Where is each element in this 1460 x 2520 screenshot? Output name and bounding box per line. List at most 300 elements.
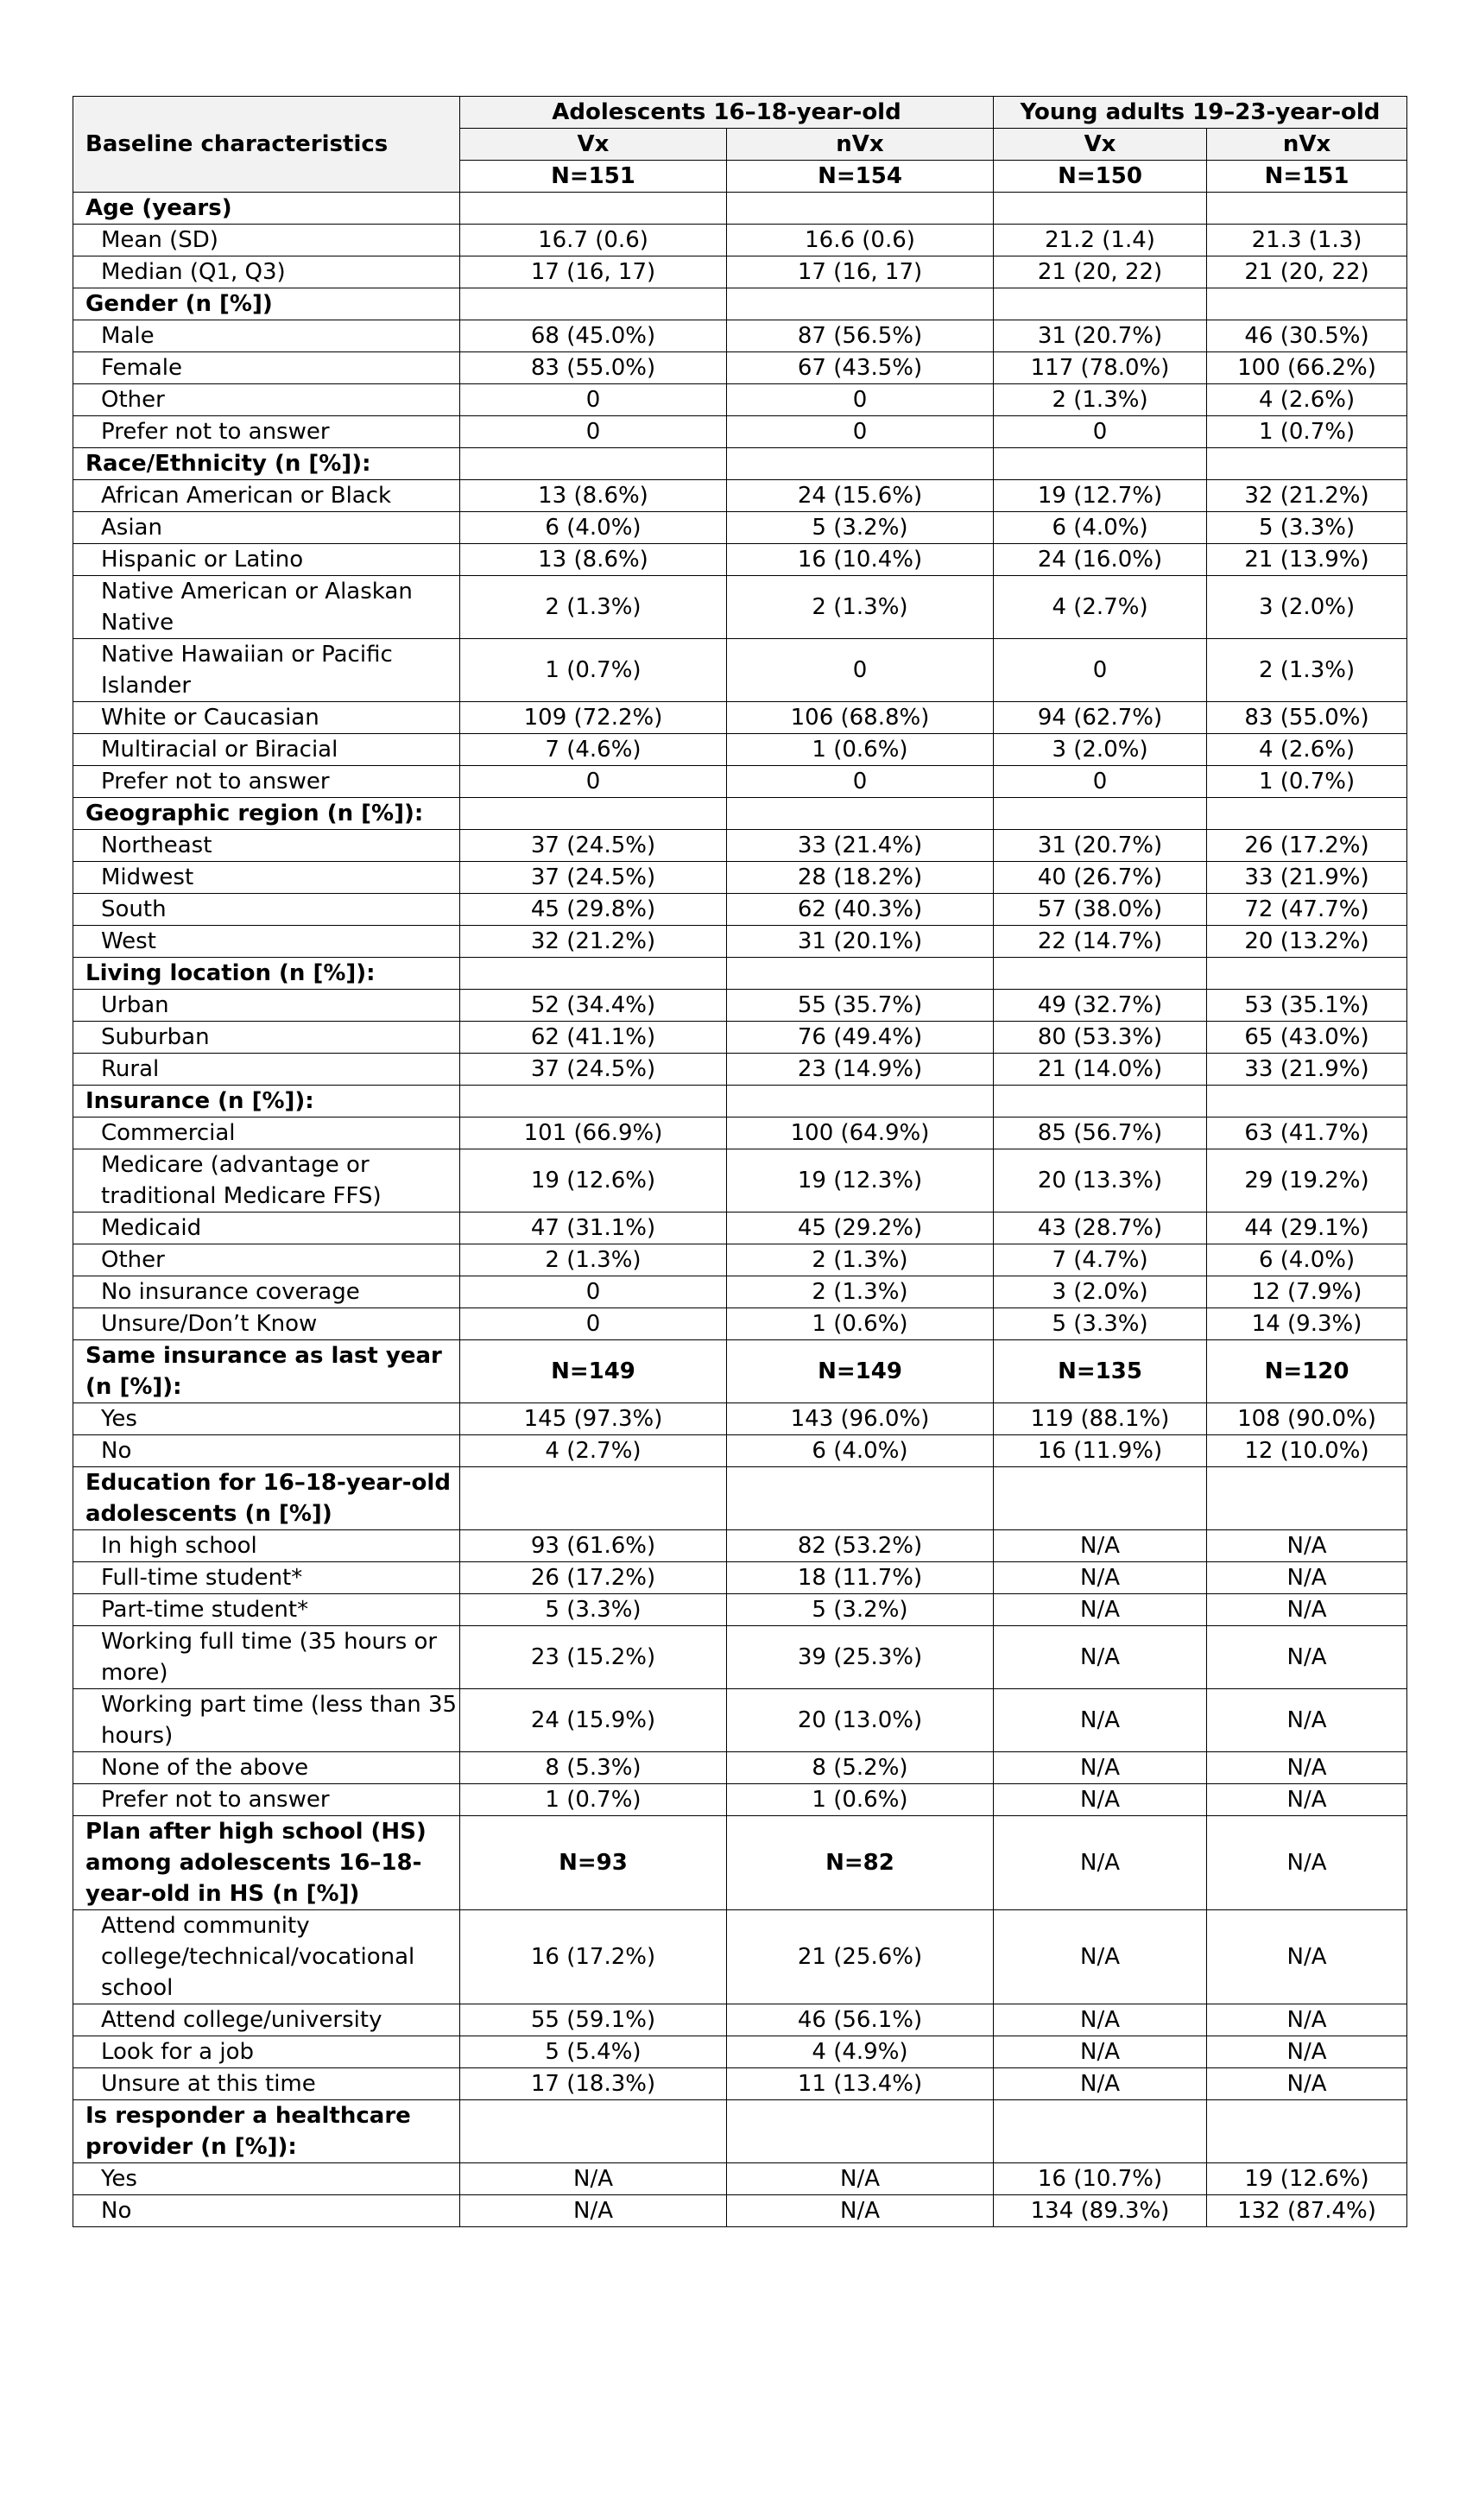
table-row [73, 1213, 1407, 1244]
table-cell: 5 (3.3%) [994, 1308, 1207, 1340]
table-cell: 19 (12.7%) [994, 480, 1207, 512]
table-cell: 11 (13.4%) [727, 2068, 994, 2100]
row-label: Attend community college/technical/vocational school [73, 1910, 460, 2004]
table-cell: 53 (35.1%) [1207, 990, 1407, 1022]
table-cell: 28 (18.2%) [727, 862, 994, 894]
row-label: South [73, 894, 460, 926]
table-cell [1207, 1467, 1407, 1530]
table-row [73, 544, 1407, 576]
section-row [73, 2100, 1407, 2163]
table-cell [727, 193, 994, 225]
row-label: Midwest [73, 862, 460, 894]
table-cell [1207, 193, 1407, 225]
row-label: Prefer not to answer [73, 1784, 460, 1816]
table-cell: 46 (56.1%) [727, 2004, 994, 2036]
section-label: Living location (n [%]): [73, 958, 460, 990]
table-cell: 5 (3.2%) [727, 1594, 994, 1626]
table-row [73, 2004, 1407, 2036]
table-cell: 94 (62.7%) [994, 702, 1207, 734]
table-cell: N/A [994, 1689, 1207, 1752]
table-row [73, 1149, 1407, 1213]
table-cell: 2 (1.3%) [727, 576, 994, 639]
table-cell: N/A [994, 1784, 1207, 1816]
table-cell: 80 (53.3%) [994, 1022, 1207, 1054]
table-cell: 44 (29.1%) [1207, 1213, 1407, 1244]
table-row [73, 1244, 1407, 1276]
row-label: Other [73, 384, 460, 416]
table-row [73, 2036, 1407, 2068]
table-cell: N/A [727, 2163, 994, 2195]
table-cell: N/A [994, 1562, 1207, 1594]
row-label: Working full time (35 hours or more) [73, 1626, 460, 1689]
table-row [73, 384, 1407, 416]
table-cell: 19 (12.6%) [460, 1149, 727, 1213]
section-label: Race/Ethnicity (n [%]): [73, 448, 460, 480]
row-label: Rural [73, 1054, 460, 1086]
row-label: Multiracial or Biracial [73, 734, 460, 766]
table-cell: N/A [460, 2163, 727, 2195]
table-cell: 12 (7.9%) [1207, 1276, 1407, 1308]
table-cell: 21 (13.9%) [1207, 544, 1407, 576]
table-cell: 85 (56.7%) [994, 1118, 1207, 1149]
table-cell: N/A [1207, 2004, 1407, 2036]
table-cell: 21 (20, 22) [994, 256, 1207, 288]
table-cell: 2 (1.3%) [727, 1276, 994, 1308]
table-cell: 21.2 (1.4) [994, 225, 1207, 256]
table-cell: 1 (0.6%) [727, 1784, 994, 1816]
table-row [73, 766, 1407, 798]
section-row [73, 1467, 1407, 1530]
table-cell: 24 (16.0%) [994, 544, 1207, 576]
row-label: Median (Q1, Q3) [73, 256, 460, 288]
table-cell [994, 2100, 1207, 2163]
table-row [73, 2068, 1407, 2100]
table-cell: 55 (35.7%) [727, 990, 994, 1022]
table-row [73, 990, 1407, 1022]
table-cell [994, 1467, 1207, 1530]
table-cell: 4 (2.6%) [1207, 734, 1407, 766]
table-cell: N/A [994, 1752, 1207, 1784]
row-label: Other [73, 1244, 460, 1276]
table-row [73, 1562, 1407, 1594]
table-row [73, 734, 1407, 766]
table-cell: N/A [994, 1816, 1207, 1910]
table-cell: 20 (13.3%) [994, 1149, 1207, 1213]
table-row [73, 225, 1407, 256]
table-cell [460, 288, 727, 320]
table-cell: 0 [460, 766, 727, 798]
table-cell [727, 958, 994, 990]
table-cell [994, 448, 1207, 480]
table-cell: N/A [994, 2004, 1207, 2036]
table-cell: 45 (29.2%) [727, 1213, 994, 1244]
table-cell: 106 (68.8%) [727, 702, 994, 734]
arm-header: nVx [1207, 129, 1407, 161]
table-cell: 8 (5.2%) [727, 1752, 994, 1784]
table-cell: 0 [460, 1308, 727, 1340]
table-row [73, 576, 1407, 639]
table-cell [460, 1086, 727, 1118]
table-cell: 1 (0.7%) [1207, 766, 1407, 798]
row-label: None of the above [73, 1752, 460, 1784]
section-label: Age (years) [73, 193, 460, 225]
table-cell: 4 (2.6%) [1207, 384, 1407, 416]
table-cell: 21 (14.0%) [994, 1054, 1207, 1086]
table-cell: 55 (59.1%) [460, 2004, 727, 2036]
table-cell: 0 [727, 639, 994, 702]
table-cell: 87 (56.5%) [727, 320, 994, 352]
table-cell: 20 (13.2%) [1207, 926, 1407, 958]
table-cell: 6 (4.0%) [727, 1435, 994, 1467]
table-row [73, 1118, 1407, 1149]
table-cell: 19 (12.6%) [1207, 2163, 1407, 2195]
arm-n-header: N=150 [994, 161, 1207, 193]
table-cell: 17 (16, 17) [460, 256, 727, 288]
table-cell [994, 288, 1207, 320]
table-row [73, 320, 1407, 352]
table-cell: 17 (18.3%) [460, 2068, 727, 2100]
arm-n-header: N=154 [727, 161, 994, 193]
row-label: In high school [73, 1530, 460, 1562]
table-cell: 31 (20.7%) [994, 320, 1207, 352]
table-cell: 33 (21.4%) [727, 830, 994, 862]
table-cell: 29 (19.2%) [1207, 1149, 1407, 1213]
table-cell: 46 (30.5%) [1207, 320, 1407, 352]
table-cell: 13 (8.6%) [460, 480, 727, 512]
table-cell [460, 448, 727, 480]
table-cell [727, 288, 994, 320]
table-cell: 37 (24.5%) [460, 830, 727, 862]
table-row [73, 1054, 1407, 1086]
baseline-characteristics-table [73, 96, 1407, 2227]
table-cell: 143 (96.0%) [727, 1403, 994, 1435]
table-row [73, 926, 1407, 958]
table-cell: 16.7 (0.6) [460, 225, 727, 256]
table-cell: 68 (45.0%) [460, 320, 727, 352]
row-label: Male [73, 320, 460, 352]
table-cell: N/A [994, 2036, 1207, 2068]
table-cell [994, 958, 1207, 990]
table-row [73, 1594, 1407, 1626]
table-cell [994, 193, 1207, 225]
table-cell: 13 (8.6%) [460, 544, 727, 576]
table-cell: N/A [994, 1594, 1207, 1626]
row-label: West [73, 926, 460, 958]
table-cell: N/A [1207, 1752, 1407, 1784]
table-cell [727, 1086, 994, 1118]
table-cell: 119 (88.1%) [994, 1403, 1207, 1435]
group-header-adolescents: Adolescents 16–18-year-old [460, 97, 994, 129]
section-row [73, 958, 1407, 990]
table-cell: 1 (0.7%) [1207, 416, 1407, 448]
table-cell: 22 (14.7%) [994, 926, 1207, 958]
table-cell: N=149 [727, 1340, 994, 1403]
section-row [73, 288, 1407, 320]
table-cell: 0 [460, 384, 727, 416]
table-cell: N/A [994, 2068, 1207, 2100]
table-cell: 109 (72.2%) [460, 702, 727, 734]
row-label: African American or Black [73, 480, 460, 512]
table-cell: N/A [994, 1910, 1207, 2004]
table-cell: 83 (55.0%) [460, 352, 727, 384]
row-label: Attend college/university [73, 2004, 460, 2036]
table-row [73, 1308, 1407, 1340]
table-cell [460, 193, 727, 225]
table-cell: 2 (1.3%) [460, 1244, 727, 1276]
table-cell: 32 (21.2%) [460, 926, 727, 958]
table-cell: N=149 [460, 1340, 727, 1403]
table-cell: 1 (0.7%) [460, 639, 727, 702]
table-cell: 7 (4.6%) [460, 734, 727, 766]
table-cell: 0 [727, 416, 994, 448]
section-label: Is responder a healthcare provider (n [%]): [73, 2100, 460, 2163]
table-cell: 0 [994, 416, 1207, 448]
section-label: Education for 16–18-year-old adolescents (n [%]) [73, 1467, 460, 1530]
table-row [73, 702, 1407, 734]
section-row [73, 1086, 1407, 1118]
table-cell: 4 (4.9%) [727, 2036, 994, 2068]
table-row [73, 1626, 1407, 1689]
table-cell: 6 (4.0%) [1207, 1244, 1407, 1276]
table-cell: 101 (66.9%) [460, 1118, 727, 1149]
table-cell: 16 (10.4%) [727, 544, 994, 576]
table-cell: 63 (41.7%) [1207, 1118, 1407, 1149]
table-cell [1207, 448, 1407, 480]
table-cell: 2 (1.3%) [460, 576, 727, 639]
table-row [73, 830, 1407, 862]
table-cell: N=135 [994, 1340, 1207, 1403]
section-label: Same insurance as last year (n [%]): [73, 1340, 460, 1403]
table-cell: 31 (20.1%) [727, 926, 994, 958]
table-cell: 6 (4.0%) [994, 512, 1207, 544]
row-label: White or Caucasian [73, 702, 460, 734]
table-cell: N=82 [727, 1816, 994, 1910]
table-cell: 3 (2.0%) [1207, 576, 1407, 639]
table-cell: 67 (43.5%) [727, 352, 994, 384]
table-row [73, 639, 1407, 702]
table-cell: 0 [994, 639, 1207, 702]
row-label: Northeast [73, 830, 460, 862]
table-cell: 47 (31.1%) [460, 1213, 727, 1244]
row-label: Suburban [73, 1022, 460, 1054]
table-cell: N=120 [1207, 1340, 1407, 1403]
table-cell: 21 (25.6%) [727, 1910, 994, 2004]
table-cell: 0 [727, 766, 994, 798]
table-cell: 1 (0.6%) [727, 734, 994, 766]
table-cell [460, 798, 727, 830]
table-cell [1207, 1086, 1407, 1118]
table-cell: N/A [1207, 1689, 1407, 1752]
table-cell: 5 (3.2%) [727, 512, 994, 544]
table-row [73, 1435, 1407, 1467]
row-label: Hispanic or Latino [73, 544, 460, 576]
table-row [73, 512, 1407, 544]
section-row [73, 798, 1407, 830]
table-cell: 108 (90.0%) [1207, 1403, 1407, 1435]
row-label: Yes [73, 1403, 460, 1435]
table-row [73, 256, 1407, 288]
table-cell: 93 (61.6%) [460, 1530, 727, 1562]
arm-n-header: N=151 [1207, 161, 1407, 193]
table-cell: 5 (3.3%) [1207, 512, 1407, 544]
table-cell: 4 (2.7%) [994, 576, 1207, 639]
table-cell: 16 (17.2%) [460, 1910, 727, 2004]
table-cell: N/A [1207, 1562, 1407, 1594]
section-row [73, 448, 1407, 480]
table-cell: 100 (66.2%) [1207, 352, 1407, 384]
table-cell: 62 (41.1%) [460, 1022, 727, 1054]
group-header-young-adults: Young adults 19–23-year-old [994, 97, 1407, 129]
section-label: Plan after high school (HS) among adolescents 16–18-year-old in HS (n [%]) [73, 1816, 460, 1910]
table-row [73, 1403, 1407, 1435]
row-label: Female [73, 352, 460, 384]
table-cell: 65 (43.0%) [1207, 1022, 1407, 1054]
table-cell: N/A [1207, 2036, 1407, 2068]
table-cell: 2 (1.3%) [1207, 639, 1407, 702]
table-cell: 18 (11.7%) [727, 1562, 994, 1594]
table-cell [727, 798, 994, 830]
table-cell: N/A [460, 2195, 727, 2227]
table-cell: 3 (2.0%) [994, 1276, 1207, 1308]
section-row [73, 1340, 1407, 1403]
table-row [73, 2195, 1407, 2227]
table-row [73, 416, 1407, 448]
table-cell: 20 (13.0%) [727, 1689, 994, 1752]
table-cell: 37 (24.5%) [460, 862, 727, 894]
table-cell [1207, 958, 1407, 990]
table-cell: 37 (24.5%) [460, 1054, 727, 1086]
arm-header: Vx [994, 129, 1207, 161]
table-cell: 33 (21.9%) [1207, 1054, 1407, 1086]
table-cell: 26 (17.2%) [1207, 830, 1407, 862]
table-cell [1207, 2100, 1407, 2163]
table-row [73, 1022, 1407, 1054]
table-row [73, 1530, 1407, 1562]
row-label: Look for a job [73, 2036, 460, 2068]
table-cell: N/A [1207, 1530, 1407, 1562]
table-cell: N/A [1207, 1910, 1407, 2004]
table-cell: 0 [727, 384, 994, 416]
table-row [73, 352, 1407, 384]
table-row [73, 1276, 1407, 1308]
table-cell: 1 (0.7%) [460, 1784, 727, 1816]
table-cell: 39 (25.3%) [727, 1626, 994, 1689]
table-cell: 62 (40.3%) [727, 894, 994, 926]
table-cell: N/A [1207, 1626, 1407, 1689]
table-cell: 100 (64.9%) [727, 1118, 994, 1149]
table-cell: 5 (3.3%) [460, 1594, 727, 1626]
row-label: Full-time student* [73, 1562, 460, 1594]
row-label: Mean (SD) [73, 225, 460, 256]
table-cell: N/A [1207, 2068, 1407, 2100]
table-cell: N/A [994, 1530, 1207, 1562]
row-label: No insurance coverage [73, 1276, 460, 1308]
row-label: Part-time student* [73, 1594, 460, 1626]
section-label: Insurance (n [%]): [73, 1086, 460, 1118]
header-row-groups [73, 97, 1407, 129]
row-label: Prefer not to answer [73, 416, 460, 448]
table-cell [460, 958, 727, 990]
table-cell: N=93 [460, 1816, 727, 1910]
table-cell: 2 (1.3%) [994, 384, 1207, 416]
table-cell: 7 (4.7%) [994, 1244, 1207, 1276]
table-cell: 52 (34.4%) [460, 990, 727, 1022]
table-cell: N/A [1207, 1594, 1407, 1626]
table-cell: 23 (15.2%) [460, 1626, 727, 1689]
table-cell: 32 (21.2%) [1207, 480, 1407, 512]
table-cell: 17 (16, 17) [727, 256, 994, 288]
table-cell: 23 (14.9%) [727, 1054, 994, 1086]
table-cell: 21 (20, 22) [1207, 256, 1407, 288]
table-row [73, 480, 1407, 512]
table-row [73, 1752, 1407, 1784]
table-cell [994, 798, 1207, 830]
table-cell: 6 (4.0%) [460, 512, 727, 544]
table-row [73, 1784, 1407, 1816]
table-cell: 0 [994, 766, 1207, 798]
table-cell: 31 (20.7%) [994, 830, 1207, 862]
table-cell [1207, 288, 1407, 320]
table-cell: 19 (12.3%) [727, 1149, 994, 1213]
table-cell: 132 (87.4%) [1207, 2195, 1407, 2227]
table-row [73, 1910, 1407, 2004]
table-cell [994, 1086, 1207, 1118]
table-cell: 40 (26.7%) [994, 862, 1207, 894]
row-label: Native Hawaiian or Pacific Islander [73, 639, 460, 702]
table-cell: 57 (38.0%) [994, 894, 1207, 926]
table-cell: 0 [460, 1276, 727, 1308]
table-cell: 0 [460, 416, 727, 448]
table-cell: 134 (89.3%) [994, 2195, 1207, 2227]
row-label: Unsure/Don’t Know [73, 1308, 460, 1340]
table-cell: 24 (15.6%) [727, 480, 994, 512]
table-cell: 14 (9.3%) [1207, 1308, 1407, 1340]
row-label: Commercial [73, 1118, 460, 1149]
table-cell: 117 (78.0%) [994, 352, 1207, 384]
table-cell: N/A [1207, 1816, 1407, 1910]
table-cell: 76 (49.4%) [727, 1022, 994, 1054]
table-cell: 2 (1.3%) [727, 1244, 994, 1276]
section-row [73, 1816, 1407, 1910]
table-cell: 16 (10.7%) [994, 2163, 1207, 2195]
table-cell: 16.6 (0.6) [727, 225, 994, 256]
table-cell [727, 448, 994, 480]
table-cell: 4 (2.7%) [460, 1435, 727, 1467]
table-cell: 72 (47.7%) [1207, 894, 1407, 926]
table-cell: 49 (32.7%) [994, 990, 1207, 1022]
section-row [73, 193, 1407, 225]
row-label: Asian [73, 512, 460, 544]
table-cell [460, 2100, 727, 2163]
row-label: Prefer not to answer [73, 766, 460, 798]
table-cell: N/A [727, 2195, 994, 2227]
table-cell: 145 (97.3%) [460, 1403, 727, 1435]
table-row [73, 2163, 1407, 2195]
table-cell: 16 (11.9%) [994, 1435, 1207, 1467]
table-cell: 82 (53.2%) [727, 1530, 994, 1562]
table-row [73, 1689, 1407, 1752]
row-label: Medicare (advantage or traditional Medicare FFS) [73, 1149, 460, 1213]
table-cell: 26 (17.2%) [460, 1562, 727, 1594]
table-row [73, 862, 1407, 894]
table-cell: 43 (28.7%) [994, 1213, 1207, 1244]
row-label: Medicaid [73, 1213, 460, 1244]
row-label: Working part time (less than 35 hours) [73, 1689, 460, 1752]
row-label: Unsure at this time [73, 2068, 460, 2100]
row-label: No [73, 2195, 460, 2227]
table-cell [727, 1467, 994, 1530]
table-cell: 3 (2.0%) [994, 734, 1207, 766]
